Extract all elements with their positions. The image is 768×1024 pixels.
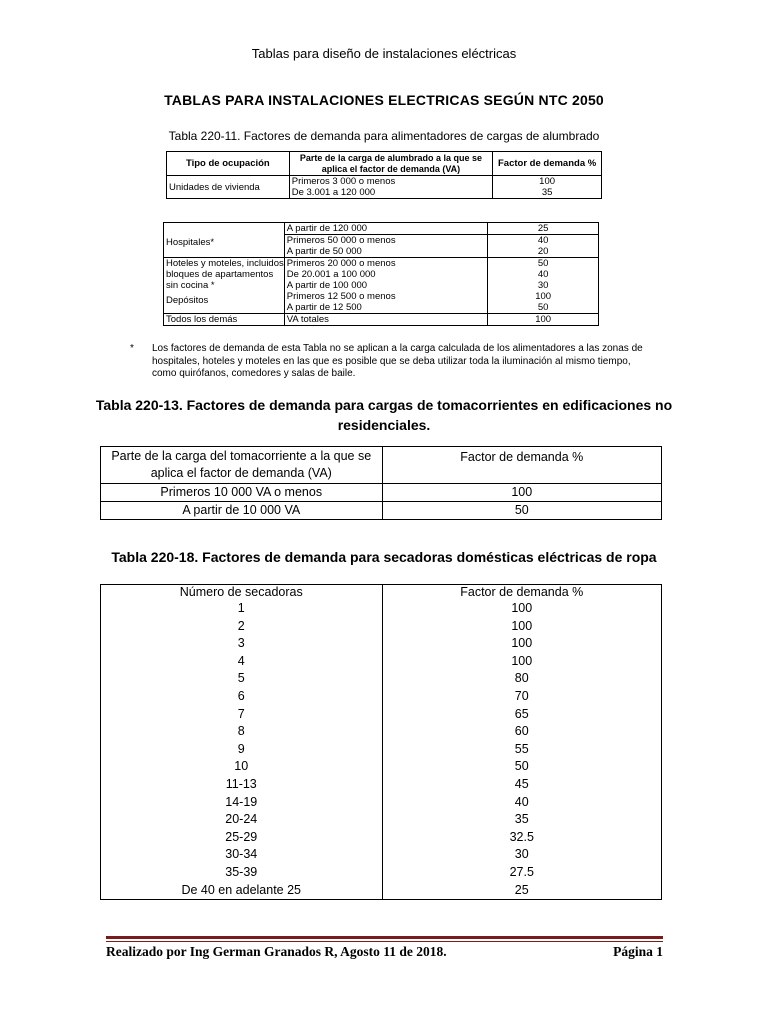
load-value: A partir de 12 500 <box>286 302 362 313</box>
factor-cell: 40 <box>382 794 662 812</box>
table-220-18-caption: Tabla 220-18. Factores de demanda para secadoras domésticas eléctricas de ropa <box>111 549 657 565</box>
load-value: VA totales <box>286 314 329 325</box>
factor-cell: 27.5 <box>382 864 662 882</box>
main-title: TABLAS PARA INSTALACIONES ELECTRICAS SEGÚN NTC 2050 <box>164 92 604 108</box>
footnote-mark: * <box>130 343 134 354</box>
page-number: Página 1 <box>613 944 663 959</box>
factor-cell <box>493 176 602 199</box>
factor-value: 20 <box>537 246 549 257</box>
factor-value: 25 <box>537 223 549 234</box>
load-cell <box>284 291 487 314</box>
factor-cell: 55 <box>382 741 662 759</box>
factor-cell: 32.5 <box>382 829 662 847</box>
factor-cell <box>488 291 599 314</box>
dryer-count-cell: 5 <box>101 670 383 688</box>
factor-value: 40 <box>537 269 549 280</box>
column-header: Parte de la carga del tomacorriente a la que se aplica el factor de demanda (VA) <box>101 447 383 484</box>
factor-cell: 100 <box>382 635 662 653</box>
table-220-11-part-b <box>163 222 599 326</box>
dryer-count-cell: 8 <box>101 723 383 741</box>
occupancy-cell: Hospitales* <box>164 223 285 258</box>
factor-cell: 100 <box>382 600 662 618</box>
dryer-count-cell: 2 <box>101 618 383 636</box>
load-value: Primeros 12 500 o menos <box>286 291 396 302</box>
factor-cell: 65 <box>382 706 662 724</box>
load-value: Primeros 3 000 o menos <box>291 176 396 187</box>
factor-value: 30 <box>537 280 549 291</box>
dryer-count-cell: 6 <box>101 688 383 706</box>
factor-cell: 50 <box>382 502 661 520</box>
factor-cell: 100 <box>382 484 661 502</box>
factor-cell: 30 <box>382 846 662 864</box>
table-220-13-caption: Tabla 220-13. Factores de demanda para cargas de tomacorrientes en edificaciones no residenciales. <box>95 397 673 433</box>
factor-value: 100 <box>535 291 552 302</box>
dryer-count-cell: 10 <box>101 758 383 776</box>
dryer-count-cell: 35-39 <box>101 864 383 882</box>
load-cell <box>284 223 487 258</box>
table-220-11-footnote <box>130 343 650 381</box>
load-value: De 3.001 a 120 000 <box>291 187 376 198</box>
footer-divider <box>106 936 663 939</box>
page-footer <box>106 944 663 960</box>
load-value: Primeros 20 000 o menos <box>286 258 396 269</box>
table-220-11-caption: Tabla 220-11. Factores de demanda para alimentadores de cargas de alumbrado <box>168 129 600 143</box>
dryer-count-cell: De 40 en adelante 25 <box>101 882 383 900</box>
load-cell <box>284 314 487 326</box>
footer-divider <box>106 941 663 942</box>
load-cell: A partir de 10 000 VA <box>101 502 383 520</box>
dryer-count-cell: 9 <box>101 741 383 759</box>
factor-cell: 45 <box>382 776 662 794</box>
table-220-11-part-a <box>166 151 602 199</box>
dryer-count-cell: 11-13 <box>101 776 383 794</box>
footer-author: Realizado por Ing German Granados R, Agosto 11 de 2018. <box>106 944 447 959</box>
occupancy-cell: Hoteles y moteles, incluidos bloques de apartamentos sin cocina * <box>164 258 285 292</box>
column-header: Factor de demanda % <box>382 585 662 601</box>
dryer-count-cell: 3 <box>101 635 383 653</box>
factor-cell: 100 <box>382 618 662 636</box>
factor-cell <box>488 223 599 258</box>
factor-value: 50 <box>537 258 549 269</box>
dryer-count-cell: 1 <box>101 600 383 618</box>
column-header: Parte de la carga de alumbrado a la que se aplica el factor de demanda (VA) <box>289 152 492 176</box>
factor-cell: 25 <box>382 882 662 900</box>
dryer-count-cell: 7 <box>101 706 383 724</box>
factor-value: 100 <box>535 314 552 325</box>
dryer-count-cell: 20-24 <box>101 811 383 829</box>
page-header: Tablas para diseño de instalaciones eléctricas <box>251 46 517 61</box>
factor-value: 35 <box>541 187 553 198</box>
factor-cell: 80 <box>382 670 662 688</box>
factor-cell <box>488 258 599 292</box>
load-value: A partir de 100 000 <box>286 280 368 291</box>
factor-value: 100 <box>539 176 556 187</box>
dryer-count-cell: 25-29 <box>101 829 383 847</box>
occupancy-cell: Unidades de vivienda <box>167 176 290 199</box>
load-cell <box>284 258 487 292</box>
factor-value: 50 <box>537 302 549 313</box>
load-value: Primeros 50 000 o menos <box>285 234 487 246</box>
dryer-count-cell: 14-19 <box>101 794 383 812</box>
column-header: Factor de demanda % <box>493 152 602 176</box>
dryer-count-cell: 4 <box>101 653 383 671</box>
occupancy-cell: Todos los demás <box>164 314 285 326</box>
column-header: Tipo de ocupación <box>167 152 290 176</box>
column-header: Número de secadoras <box>101 585 383 601</box>
load-cell <box>289 176 492 199</box>
load-value: A partir de 120 000 <box>286 223 368 234</box>
column-header: Factor de demanda % <box>382 447 661 484</box>
load-value: De 20.001 a 100 000 <box>286 269 376 280</box>
table-220-18 <box>100 584 662 900</box>
load-value: A partir de 50 000 <box>286 246 362 257</box>
factor-value: 40 <box>488 234 598 246</box>
dryer-count-cell: 30-34 <box>101 846 383 864</box>
factor-cell: 35 <box>382 811 662 829</box>
table-220-13 <box>100 446 662 520</box>
factor-cell: 60 <box>382 723 662 741</box>
load-cell: Primeros 10 000 VA o menos <box>101 484 383 502</box>
factor-cell: 100 <box>382 653 662 671</box>
footnote-text: Los factores de demanda de esta Tabla no se aplican a la carga calculada de los alimentadores a las zonas de hospitales, hoteles y moteles en las que es posible que se deba utilizar toda la iluminación al mismo tiempo, como quirófanos, comedores y salas de baile. <box>152 343 643 379</box>
factor-cell: 70 <box>382 688 662 706</box>
occupancy-cell: Depósitos <box>164 291 285 314</box>
factor-cell: 50 <box>382 758 662 776</box>
factor-cell <box>488 314 599 326</box>
